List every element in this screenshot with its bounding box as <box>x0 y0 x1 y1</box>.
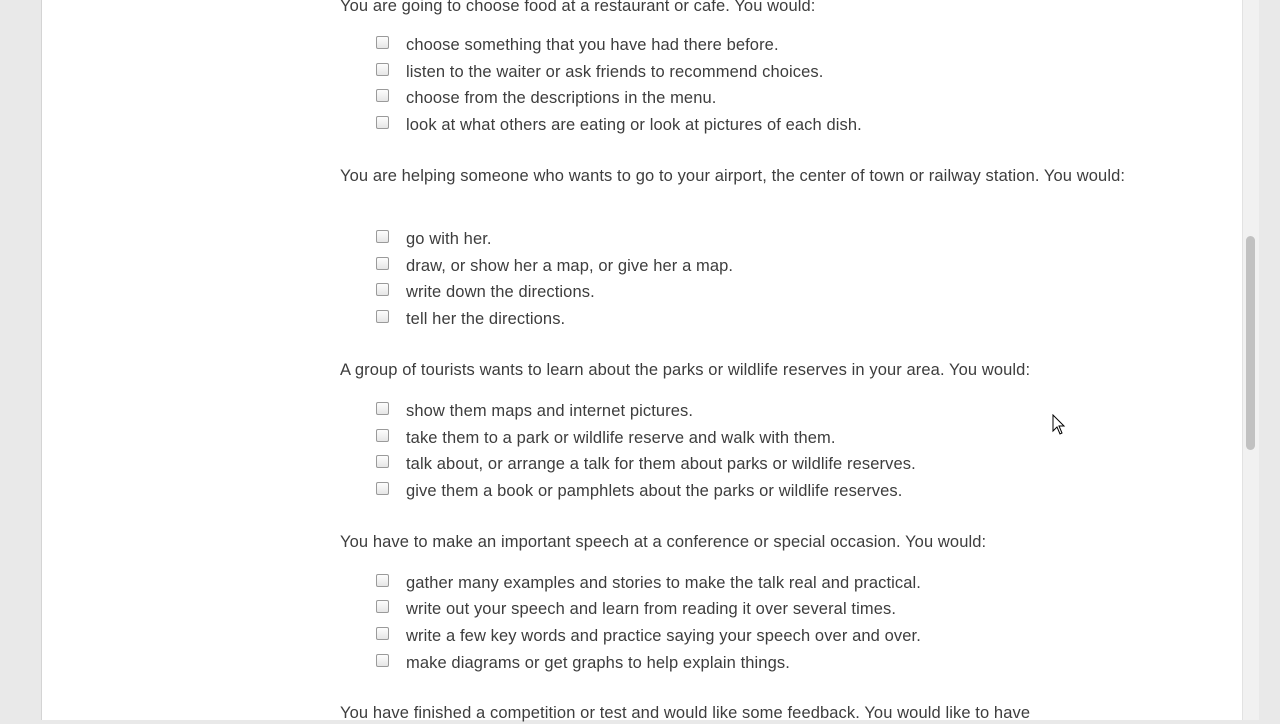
checkbox[interactable] <box>376 455 389 468</box>
checkbox[interactable] <box>376 574 389 587</box>
question-1-option-4[interactable] <box>374 114 862 136</box>
checkbox[interactable] <box>376 600 389 613</box>
question-4-option-3[interactable] <box>374 625 921 647</box>
question-3-option-1[interactable] <box>374 400 693 422</box>
checkbox[interactable] <box>376 36 389 49</box>
option-label: talk about, or arrange a talk for them about parks or wildlife reserves. <box>406 454 916 473</box>
question-3-option-3[interactable] <box>374 453 916 475</box>
checkbox[interactable] <box>376 402 389 415</box>
window-gutter <box>1259 0 1280 720</box>
option-label: choose from the descriptions in the menu. <box>406 88 717 107</box>
option-label: tell her the directions. <box>406 309 566 328</box>
checkbox[interactable] <box>376 429 389 442</box>
question-2-option-1[interactable] <box>374 228 492 250</box>
question-3-prompt: A group of tourists wants to learn about the parks or wildlife reserves in your area. You would: <box>340 361 1031 379</box>
option-label: look at what others are eating or look at pictures of each dish. <box>406 115 862 134</box>
question-2-prompt: You are helping someone who wants to go to your airport, the center of town or railway station. You would: <box>340 167 1126 185</box>
checkbox[interactable] <box>376 63 389 76</box>
scrollbar-thumb[interactable] <box>1246 236 1255 450</box>
checkbox[interactable] <box>376 654 389 667</box>
option-label: take them to a park or wildlife reserve and walk with them. <box>406 428 836 447</box>
checkbox[interactable] <box>376 257 389 270</box>
question-4-option-4[interactable] <box>374 652 790 674</box>
checkbox[interactable] <box>376 627 389 640</box>
option-label: gather many examples and stories to make the talk real and practical. <box>406 573 921 592</box>
question-4-option-1[interactable] <box>374 572 921 594</box>
checkbox[interactable] <box>376 283 389 296</box>
question-3-option-2[interactable] <box>374 427 836 449</box>
option-label: give them a book or pamphlets about the parks or wildlife reserves. <box>406 481 903 500</box>
checkbox[interactable] <box>376 89 389 102</box>
question-1-option-3[interactable] <box>374 87 716 109</box>
question-2-option-3[interactable] <box>374 281 595 303</box>
mouse-cursor-icon <box>1052 414 1066 436</box>
option-label: write out your speech and learn from reading it over several times. <box>406 599 897 618</box>
option-label: make diagrams or get graphs to help explain things. <box>406 653 790 672</box>
option-label: choose something that you have had there before. <box>406 35 779 54</box>
option-label: listen to the waiter or ask friends to recommend choices. <box>406 62 824 81</box>
option-label: show them maps and internet pictures. <box>406 401 694 420</box>
question-1-option-2[interactable] <box>374 61 823 83</box>
question-1-prompt: You are going to choose food at a restaurant or cafe. You would: <box>340 0 816 15</box>
question-3-option-4[interactable] <box>374 480 902 502</box>
question-5-prompt: You have finished a competition or test and would like some feedback. You would like to have <box>340 704 1031 722</box>
question-2-option-4[interactable] <box>374 308 565 330</box>
question-4-option-2[interactable] <box>374 598 896 620</box>
question-2-option-2[interactable] <box>374 255 733 277</box>
vertical-scrollbar[interactable] <box>1242 0 1259 720</box>
option-label: draw, or show her a map, or give her a map. <box>406 256 734 275</box>
question-1-option-1[interactable] <box>374 34 779 56</box>
option-label: write a few key words and practice saying your speech over and over. <box>406 626 921 645</box>
checkbox[interactable] <box>376 230 389 243</box>
option-label: write down the directions. <box>406 282 595 301</box>
option-label: go with her. <box>406 229 492 248</box>
checkbox[interactable] <box>376 482 389 495</box>
checkbox[interactable] <box>376 310 389 323</box>
question-4-prompt: You have to make an important speech at a conference or special occasion. You would: <box>340 533 987 551</box>
checkbox[interactable] <box>376 116 389 129</box>
